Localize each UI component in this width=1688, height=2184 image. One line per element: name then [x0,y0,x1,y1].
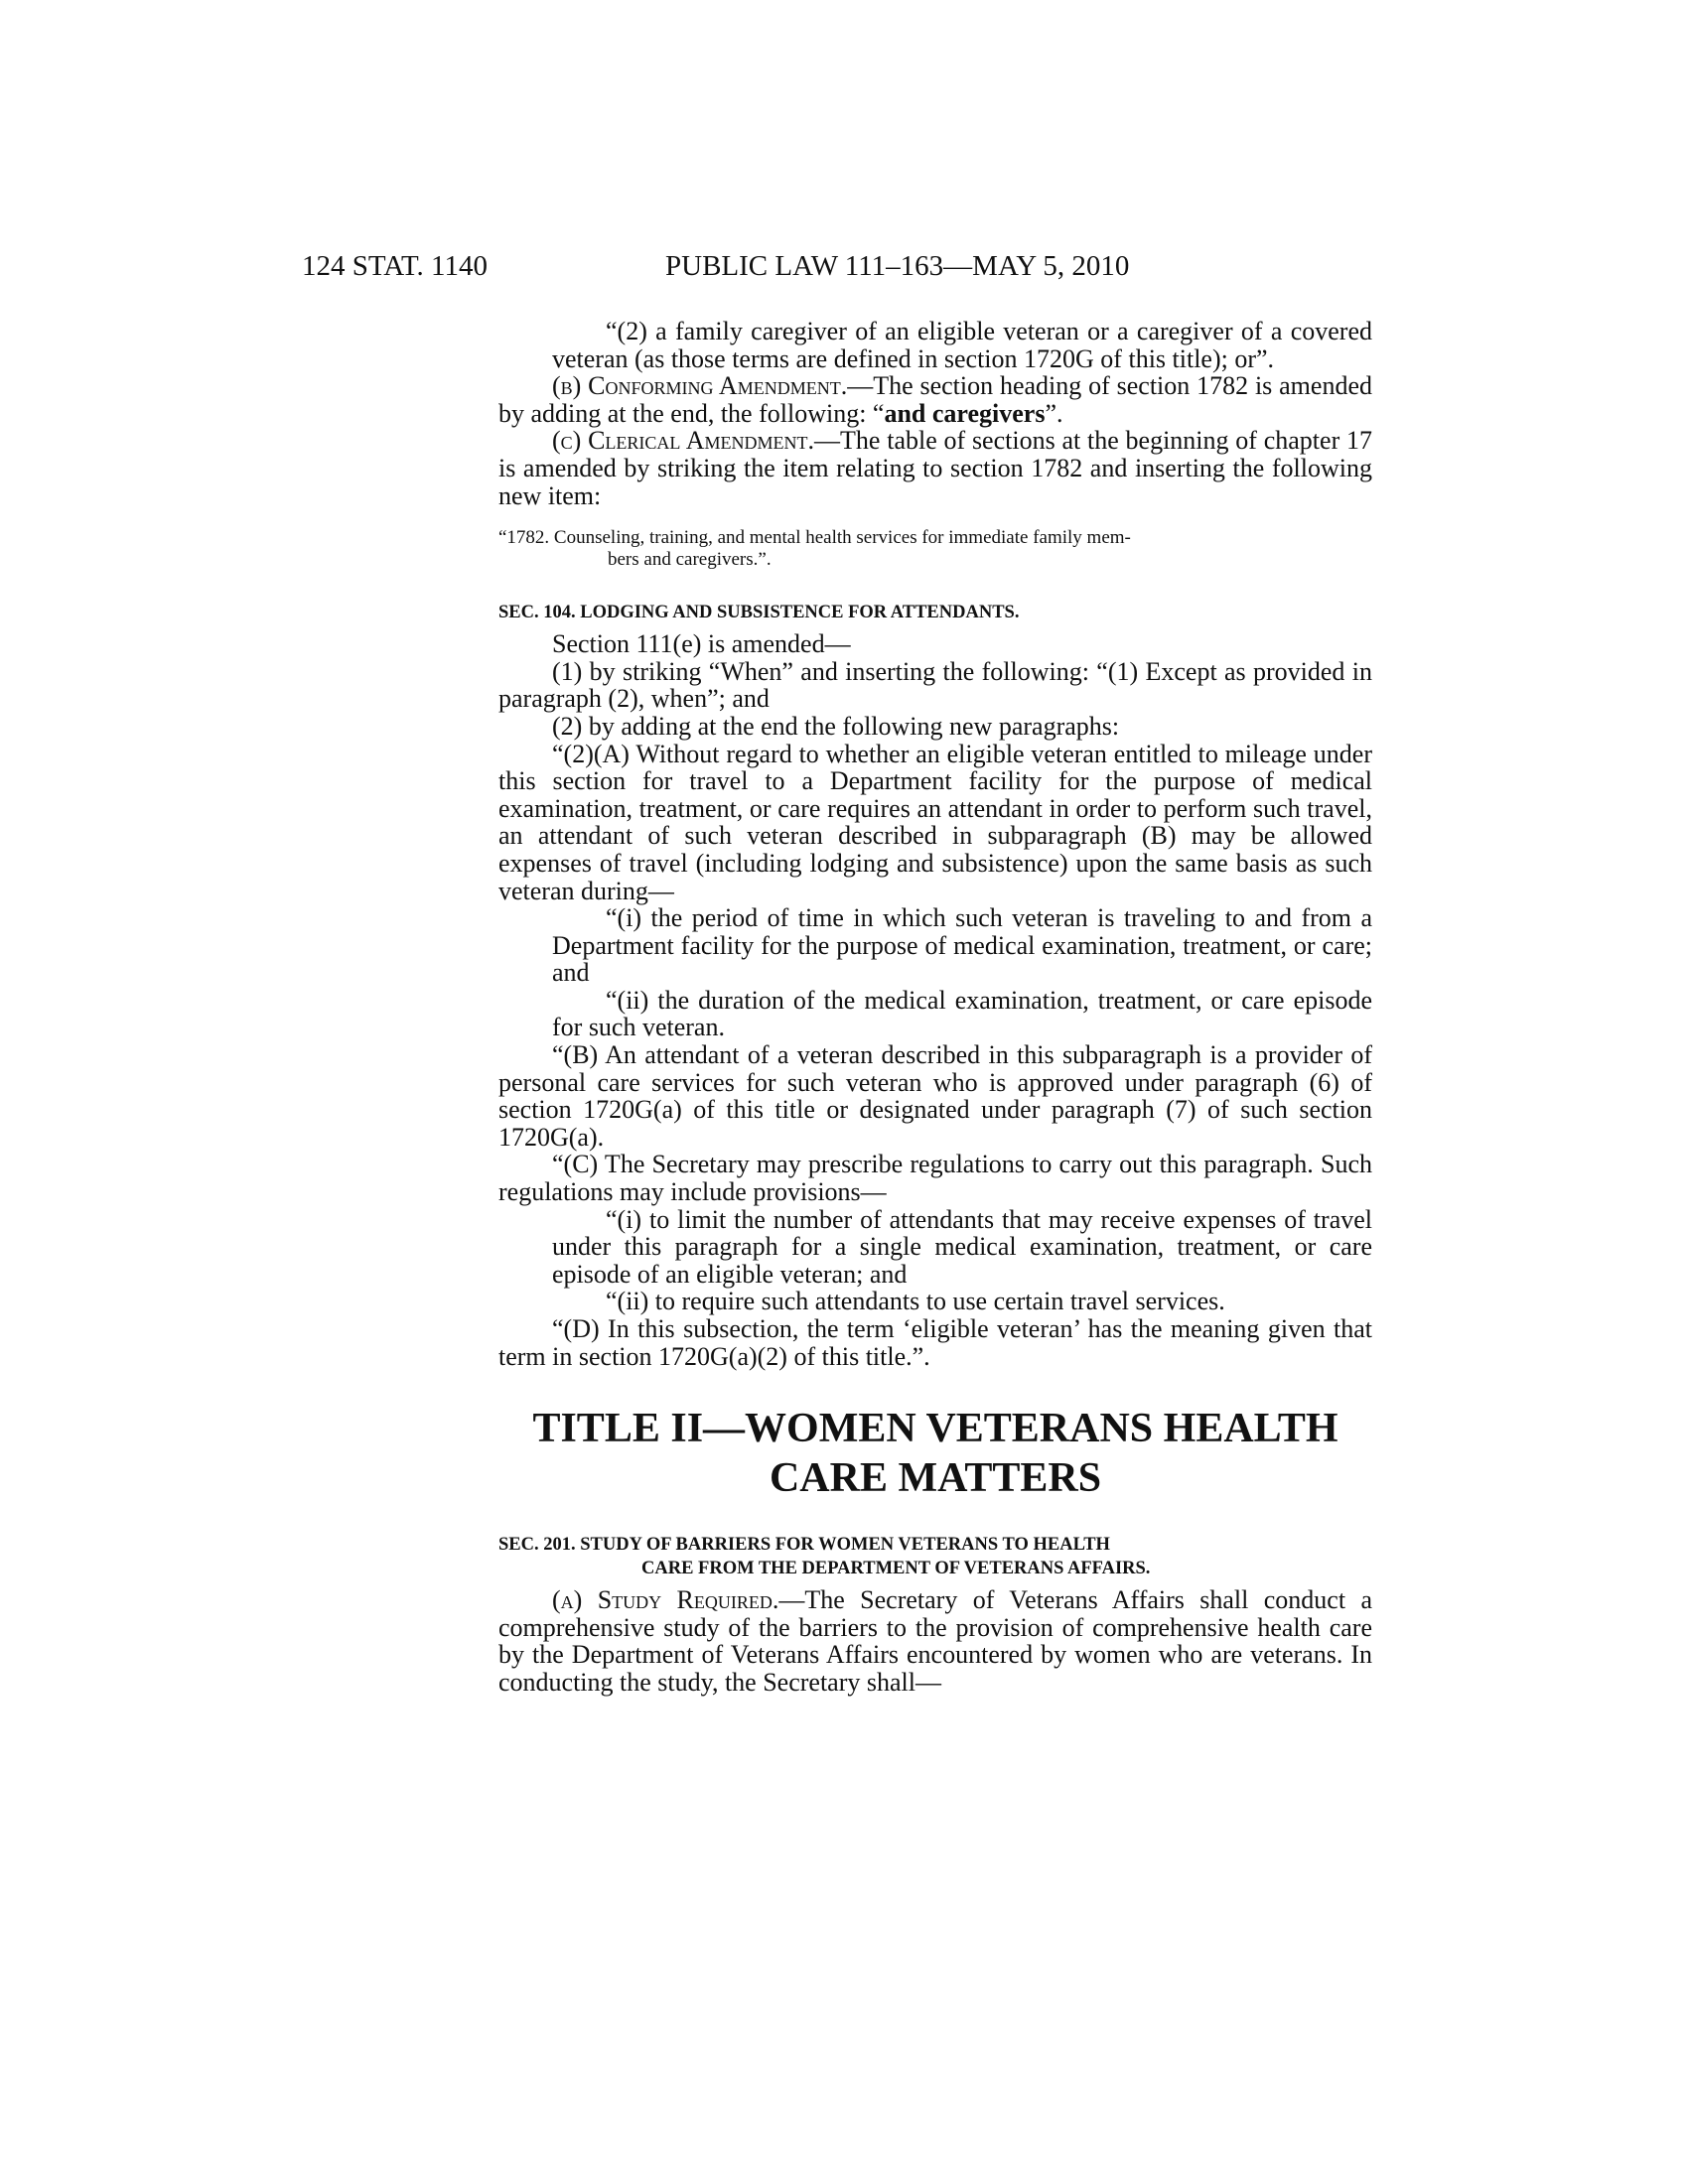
table-of-sections-item [498,527,1372,571]
clause-c-i: “(i) to limit the number of attendants that may receive expenses of travel under this paragraph for a single medical examination, treatment, or care episode of an eligible veteran; and [552,1204,1372,1289]
clerical-amendment-text: —The table of sections at the beginning of chapter 17 is amended by striking the item relating to section 1782 and inserting the following new item: [498,426,1372,510]
title-line-2: CARE MATTERS [769,1455,1102,1502]
toc-item-line-1: “1782. Counseling, training, and mental health services for immediate family mem- [498,527,1131,549]
conforming-amendment-end: ”. [1045,398,1063,428]
study-required-label: (a) Study Required. [552,1585,779,1615]
document-body [498,318,1372,1697]
conforming-amendment-bold: and caregivers [884,398,1046,428]
title-line-1: TITLE II—WOMEN VETERANS HEALTH [532,1406,1338,1452]
paragraph-clerical-amendment [498,427,1372,509]
section-104-heading: SEC. 104. LODGING AND SUBSISTENCE FOR ATTENDANTS. [498,603,1020,623]
subparagraph-2a: “(2)(A) Without regard to whether an eligible veteran entitled to mileage under this section for travel to a Department facility for the purpose of medical examination, treatment, or care requires an attendant in order to perform such travel, an attendant of such veteran described in subparagraph (B) may be allowed expenses of travel (including lodging and subsistence) upon the same basis as such veteran during— [498,739,1372,905]
section-104-intro: Section 111(e) is amended— [552,629,851,659]
clause-c-ii: “(ii) to require such attendants to use certain travel services. [606,1287,1225,1316]
public-law-reference: PUBLIC LAW 111–163—MAY 5, 2010 [665,250,1130,282]
paragraph-study-required [498,1586,1372,1696]
section-104-paragraph-1: (1) by striking “When” and inserting the following: “(1) Except as provided in paragraph (2), when”; and [498,656,1372,714]
section-201-line-1: SEC. 201. STUDY OF BARRIERS FOR WOMEN VETERANS TO HEALTH [498,1535,1110,1556]
toc-item-line-2: bers and caregivers.”. [608,549,772,571]
section-201-line-2: CARE FROM THE DEPARTMENT OF VETERANS AFFAIRS. [641,1559,1151,1579]
section-104-paragraph-2: (2) by adding at the end the following new paragraphs: [552,711,1120,741]
conforming-amendment-text: —The section heading of section 1782 is amended by adding at the end, the following: “ [498,371,1372,428]
stat-page-reference: 124 STAT. 1140 [302,250,488,282]
conforming-amendment-label: (b) Conforming Amendment. [552,371,848,401]
clause-2a-ii: “(ii) the duration of the medical examination, treatment, or care episode for such veteran. [552,985,1372,1042]
study-required-text: —The Secretary of Veterans Affairs shall conduct a comprehensive study of the barriers to the provision of comprehensive health care by the Department of Veterans Affairs encountered by women who are veterans. In conducting the study, the Secretary shall— [498,1585,1372,1697]
subparagraph-b: “(B) An attendant of a veteran described in this subparagraph is a provider of personal care services for such veteran who is approved under paragraph (6) of section 1720G(a) of this title or designated under paragraph (7) of such section 1720G(a). [498,1040,1372,1152]
page-header [0,250,1688,290]
section-201-heading [498,1533,1372,1580]
paragraph-family-caregiver: “(2) a family caregiver of an eligible veteran or a caregiver of a covered veteran (as those terms are defined in section 1720G of this title); or”. [552,317,1372,373]
clause-2a-i: “(i) the period of time in which such veteran is traveling to and from a Department facility for the purpose of medical examination, treatment, or care; and [552,903,1372,988]
clerical-amendment-label: (c) Clerical Amendment. [552,426,815,456]
subparagraph-c: “(C) The Secretary may prescribe regulations to carry out this paragraph. Such regulations may include provisions— [498,1150,1372,1207]
title-ii-heading [498,1404,1372,1503]
paragraph-conforming-amendment [498,372,1372,427]
subparagraph-d: “(D) In this subsection, the term ‘eligible veteran’ has the meaning given that term in section 1720G(a)(2) of this title.”. [498,1314,1372,1371]
